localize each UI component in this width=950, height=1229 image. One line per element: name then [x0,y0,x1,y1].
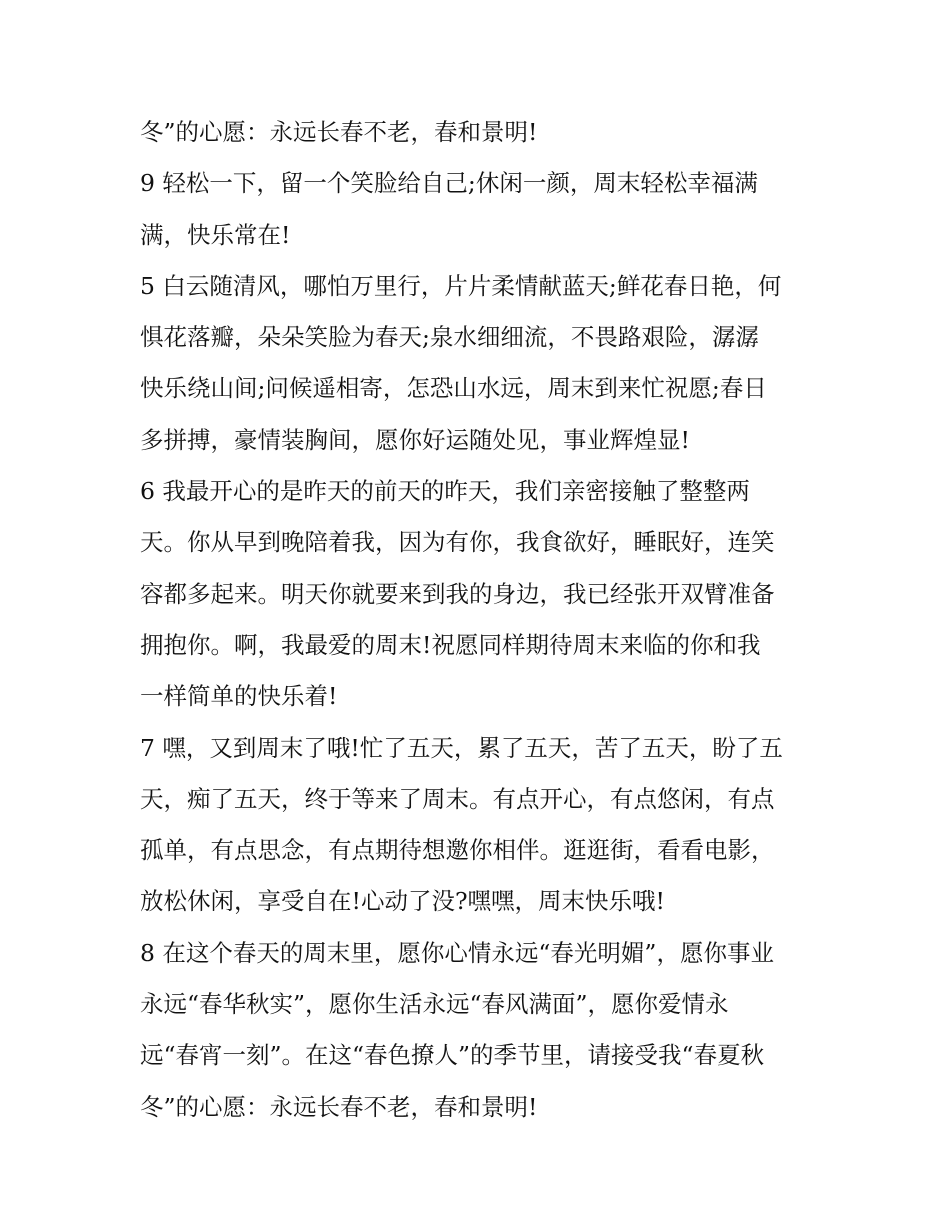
document-body [140,107,820,1133]
text-line: 容都多起来。明天你就要来到我的身边，我已经张开双臂准备 [140,579,775,608]
text-line: 8 在这个春天的周末里，愿你心情永远“春光明媚”，愿你事业 [140,938,774,967]
text-line: 多拼搏，豪情装胸间，愿你好运随处见，事业辉煌显! [140,425,690,454]
text-line: 远“春宵一刻”。在这“春色撩人”的季节里，请接受我“春夏秋 [140,1041,765,1070]
text-line: 一样简单的快乐着! [140,682,338,711]
text-line: 快乐绕山间;问候遥相寄，怎恐山水远，周末到来忙祝愿;春日 [140,374,767,403]
text-line: 孤单，有点思念，有点期待想邀你相伴。逛逛街，看看电影， [140,836,775,865]
text-line: 冬”的心愿：永远长春不老，春和景明! [140,118,538,146]
text-line: 6 我最开心的是昨天的前天的昨天，我们亲密接触了整整两 [140,477,750,506]
text-line: 5 白云随清风，哪怕万里行，片片柔情献蓝天;鲜花春日艳，何 [140,271,782,300]
text-line: 永远“春华秋实”，愿你生活永远“春风满面”，愿你爱情永 [140,990,729,1019]
text-line: 冬”的心愿：永远长春不老，春和景明! [140,1092,538,1121]
text-line: 天，痴了五天，终于等来了周末。有点开心，有点悠闲，有点 [140,784,775,813]
text-line: 拥抱你。啊，我最爱的周末!祝愿同样期待周末来临的你和我 [140,630,761,659]
text-line: 7 嘿，又到周末了哦!忙了五天，累了五天，苦了五天，盼了五 [140,733,783,762]
text-line: 放松休闲，享受自在!心动了没?嘿嘿，周末快乐哦! [140,887,665,916]
text-line: 9 轻松一下，留一个笑脸给自己;休闲一颜，周末轻松幸福满 [140,169,758,198]
text-line: 天。你从早到晚陪着我，因为有你，我食欲好，睡眠好，连笑 [140,528,775,557]
text-line: 满，快乐常在! [140,220,291,249]
text-line: 惧花落瓣，朵朵笑脸为春天;泉水细细流，不畏路艰险，潺潺 [140,323,759,352]
